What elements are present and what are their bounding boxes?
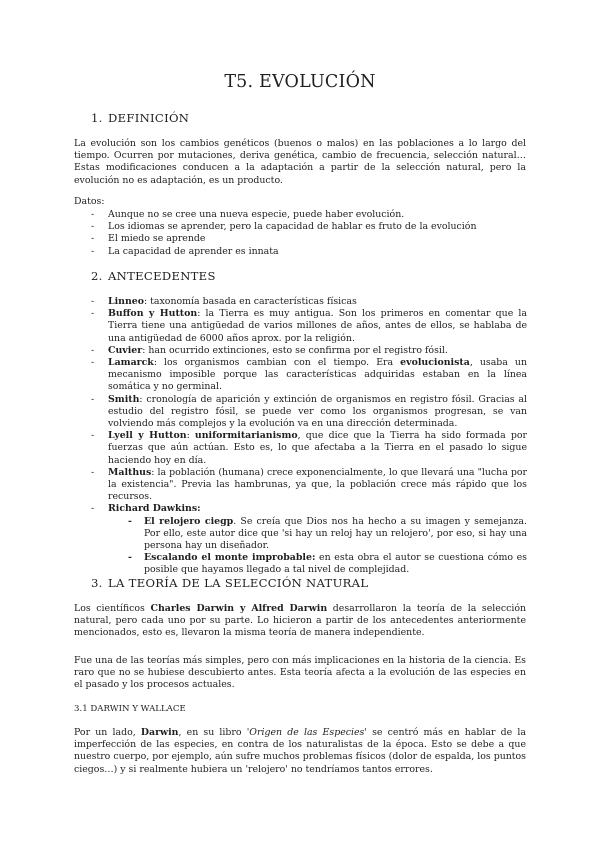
document-title: T5. EVOLUCIÓN — [224, 72, 376, 92]
datos-list — [91, 209, 527, 258]
sublist-item-relojero: - El relojero ciegp. Se creía que Dios nos ha hecho a su imagen y semejanza. Por ello, este autor dice que 'si hay un reloj hay un relojero', por eso, si hay una persona hay un diseñador. — [128, 515, 527, 552]
section-heading-definicion — [91, 111, 189, 125]
dawkins-sublist — [108, 516, 527, 577]
list-item: - Aunque no se cree una nueva especie, puede haber evolución. — [91, 209, 405, 220]
list-item: - La capacidad de aprender es innata — [91, 245, 279, 257]
list-item-lamarck: - Lamarck: los organismos cambian con el tiempo. Era evolucionista, usaba un mecanismo imposible porque las características adquiridas estaban en la línea somática y no germinal. — [91, 357, 528, 393]
list-item: - Los idiomas se aprender, pero la capacidad de hablar es fruto de la evolución — [91, 221, 477, 233]
section-title: ANTECEDENTES — [108, 269, 216, 283]
section-title: LA TEORÍA DE LA SELECCIÓN NATURAL — [108, 576, 369, 590]
list-item-malthus: - Malthus: la población (humana) crece exponencialmente, lo que llevará una "lucha por la existencia". Previa las hambrunas, ya que, la población crece más rápido que los recursos. — [91, 466, 527, 503]
definition-paragraph: La evolución son los cambios genéticos (buenos o malos) en las poblaciones a lo largo del tiempo. Ocurren por mutaciones, deriva genética, cambio de frecuencia, selección natural… Estas modificaciones conducen a la adaptación a partir de la selección natural, pero la evolución no es adaptación, es un producto. — [74, 138, 526, 186]
section-number: 2. — [91, 269, 103, 283]
subsection-heading: 3.1 DARWIN Y WALLACE — [74, 704, 186, 714]
list-item-smith: - Smith: cronología de aparición y extinción de organismos en registro fósil. Gracias al estudio del registro fósil, se puede ver como los organismos progresan, se van volviendo más complejos y la evolución va en una dirección determinada. — [91, 393, 527, 430]
datos-label: Datos: — [74, 196, 105, 207]
section-heading-antecedentes — [91, 269, 216, 283]
section-title: DEFINICIÓN — [108, 111, 190, 125]
sublist-item-monte-improbable: - Escalando el monte improbable: en esta obra el autor se cuestiona cómo es posible que hayamos llegado a tal nivel de complejidad. — [128, 552, 527, 576]
section-heading-seleccion — [91, 576, 368, 590]
list-item-dawkins: - Richard Dawkins: - El relojero ciegp. Se creía que Dios nos ha hecho a su imagen y semejanza. Por ello, este autor dice que 'si hay un reloj hay un relojero', por eso, si hay una persona hay un diseñador. - Escalando el monte improbable: en esta obra el autor se cuestiona cómo es posible que hayamos llegado a tal nivel de complejidad. — [91, 503, 527, 576]
list-item-lyell-hutton: - Lyell y Hutton: uniformitarianismo, que dice que la Tierra ha sido formada por fuerzas que aún actúan. Esto es, lo que afectaba a la Tierra en el pasado lo sigue haciendo hoy en día. — [91, 430, 528, 466]
list-item-cuvier: - Cuvier: han ocurrido extinciones, esto se confirma por el registro fósil. — [91, 344, 448, 356]
list-item-linneo: - Linneo: taxonomía basada en características físicas — [91, 296, 357, 307]
section-number: 3. — [91, 576, 103, 590]
list-item: - El miedo se aprende — [91, 233, 206, 245]
darwin-paragraph: Por un lado, Darwin, en su libro 'Origen de las Especies' se centró más en hablar de la imperfección de las especies, en contra de los naturalistas de la época. Esto se debe a que nuestro cuerpo, por ejemplo, aún sufre muchos problemas físicos (dolor de espalda, los puntos ciegos…) y si realmente hubiera un 'relojero' no tendríamos tantos errores. — [74, 727, 526, 775]
list-item-buffon-hutton: - Buffon y Hutton: la Tierra es muy antigua. Son los primeros en comentar que la Tierra tiene una antigüedad de varios millones de años, antes de ellos, se hablaba de una antigüedad de 6000 años aprox. por la religión. — [91, 308, 528, 344]
seleccion-paragraph-1: Los científicos Charles Darwin y Alfred Darwin desarrollaron la teoría de la selección natural, pero cada uno por su parte. Lo hicieron a partir de los antecedentes anteriormente mencionados, esto es, llevaron la misma teoría de manera independiente. — [74, 603, 527, 639]
seleccion-paragraph-2: Fue una de las teorías más simples, pero con más implicaciones en la historia de la ciencia. Es raro que no se hubiese descubierto antes. Esta teoría afecta a la evolución de las especies en el pasado y los procesos actuales. — [74, 655, 526, 691]
section-number: 1. — [91, 111, 103, 125]
antecedentes-list — [91, 296, 527, 577]
